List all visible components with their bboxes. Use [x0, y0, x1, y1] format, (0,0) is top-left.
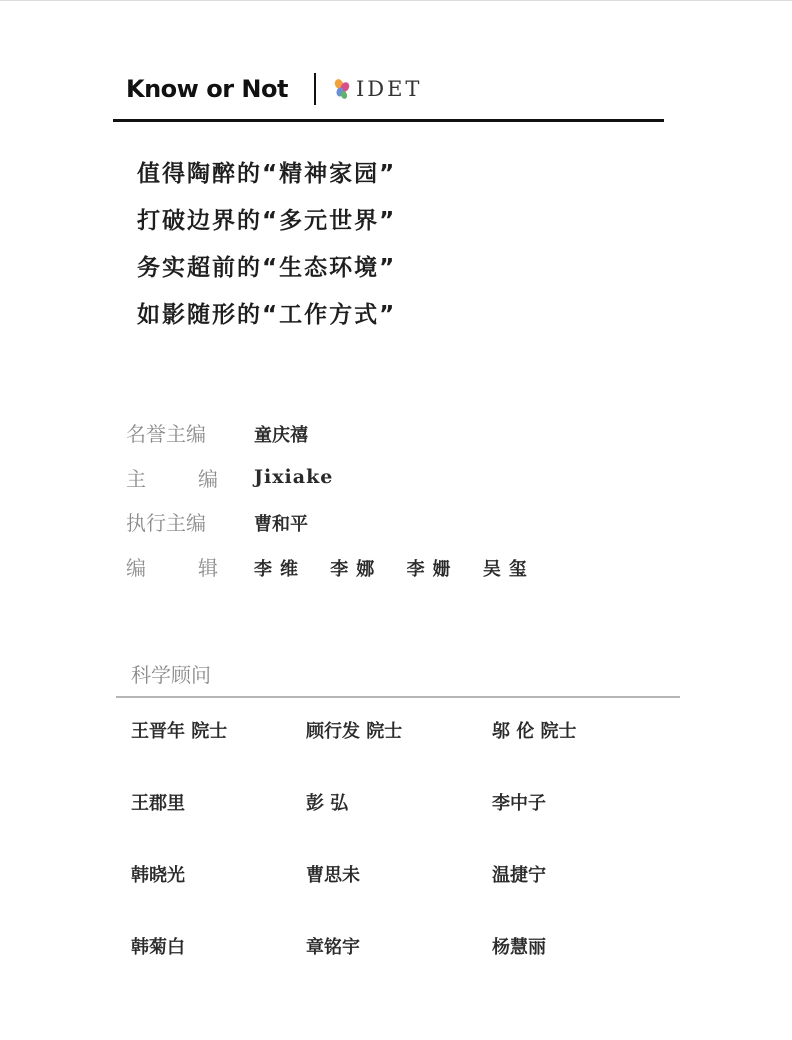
logo-text: IDET — [355, 77, 423, 101]
advisors-rule — [116, 696, 680, 698]
editor-name: 李姗 — [406, 558, 459, 580]
advisor-name: 温捷宁 — [492, 865, 546, 886]
advisors-row — [131, 861, 651, 933]
editor-name: 李娜 — [330, 558, 383, 580]
advisor-name: 韩菊白 — [131, 937, 185, 958]
advisor-name: 曹思未 — [306, 865, 360, 886]
advisor-name: 王晋年 院士 — [131, 721, 228, 742]
chief-editor-label-char: 编 — [198, 466, 218, 491]
advisor-name: 李中子 — [492, 793, 546, 814]
executive-editor-label: 执行主编 — [126, 511, 206, 535]
header-rule — [113, 119, 664, 122]
advisor-name: 顾行发 院士 — [306, 721, 403, 742]
editors-label-char: 辑 — [198, 555, 218, 580]
chief-editor-label — [126, 463, 218, 492]
advisor-name: 韩晓光 — [131, 865, 185, 886]
editors-names — [254, 555, 553, 581]
advisors-grid — [131, 717, 651, 1005]
advisor-name: 杨慧丽 — [492, 937, 546, 958]
chief-editor-name: Jixiake — [254, 465, 334, 488]
advisors-title: 科学顾问 — [131, 663, 211, 687]
advisor-name: 邬 伦 院士 — [492, 721, 577, 742]
advisor-name: 章铭宇 — [306, 937, 360, 958]
idet-logo — [332, 77, 422, 101]
slogan-line: 打破边界的“多元世界” — [137, 208, 397, 234]
advisor-name: 王郡里 — [131, 793, 185, 814]
top-border — [0, 0, 792, 1]
slogan-line: 值得陶醉的“精神家园” — [137, 161, 397, 187]
editor-name: 吴玺 — [482, 558, 535, 580]
advisors-row — [131, 789, 651, 861]
brand-title: Know or Not — [126, 75, 288, 103]
slogan-line: 如影随形的“工作方式” — [137, 302, 397, 328]
chief-editor-label-char: 主 — [126, 466, 146, 491]
masthead-header — [126, 66, 422, 112]
advisors-row — [131, 717, 651, 789]
slogan-list — [137, 154, 396, 342]
executive-editor-name: 曹和平 — [254, 514, 308, 535]
honorary-chief-editor-label: 名誉主编 — [126, 422, 206, 446]
honorary-chief-editor-name: 童庆禧 — [254, 425, 308, 446]
editor-name: 李维 — [254, 558, 306, 580]
idet-flower-icon — [332, 78, 352, 100]
editors-label — [126, 552, 218, 581]
header-divider — [314, 73, 316, 105]
editors-label-char: 编 — [126, 555, 146, 580]
advisor-name: 彭 弘 — [306, 793, 349, 814]
slogan-line: 务实超前的“生态环境” — [137, 255, 397, 281]
advisors-row — [131, 933, 651, 1005]
